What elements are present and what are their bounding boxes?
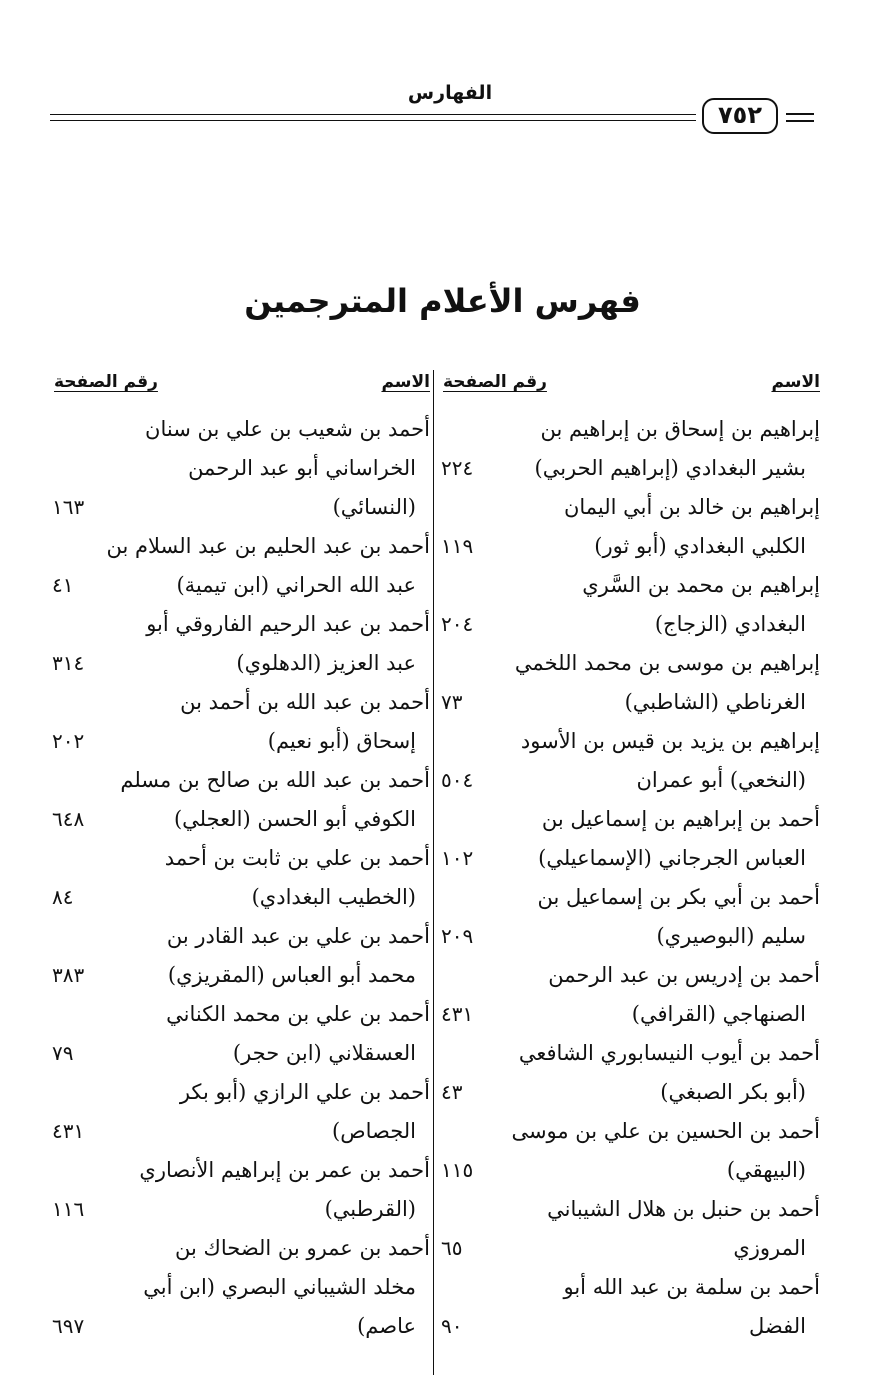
entry-name-line: المروزي xyxy=(733,1236,806,1260)
entry-name-line: أحمد بن علي بن عبد القادر بن xyxy=(166,924,430,948)
entry-page-number: ٦٤٨ xyxy=(52,807,85,831)
entry-name-line: إبراهيم بن خالد بن أبي اليمان xyxy=(563,495,820,519)
entry-page-number: ٣٨٣ xyxy=(52,963,85,987)
entry-name-line: أحمد بن علي بن محمد الكناني xyxy=(166,1002,430,1026)
entry-name-line: عاصم) xyxy=(357,1314,416,1338)
name-header: الاسم xyxy=(771,372,820,392)
index-entry xyxy=(437,878,820,956)
entry-page-number: ٢٠٩ xyxy=(441,924,474,948)
entry-name-line: (النخعي) أبو عمران xyxy=(636,768,806,792)
entry-page-number: ٤٣١ xyxy=(441,1002,474,1026)
entry-name-line: عبد العزيز (الدهلوي) xyxy=(236,651,416,675)
entry-name-line: (البيهقي) xyxy=(726,1158,806,1182)
entry-page-number: ٢٠٤ xyxy=(441,612,474,636)
entry-name-line: الفضل xyxy=(749,1314,806,1338)
column-header xyxy=(437,368,820,404)
entry-name-line: الخراساني أبو عبد الرحمن xyxy=(188,456,416,480)
entry-name-line: إبراهيم بن محمد بن السَّري xyxy=(582,573,820,597)
entry-name-line: (النسائي) xyxy=(332,495,416,519)
entry-name-line: أحمد بن عبد الرحيم الفاروقي أبو xyxy=(146,612,430,636)
index-entry xyxy=(437,566,820,644)
entry-page-number: ٧٣ xyxy=(441,690,463,714)
name-header: الاسم xyxy=(381,372,430,392)
entry-name-line: مخلد الشيباني البصري (ابن أبي xyxy=(143,1275,416,1299)
index-entry xyxy=(48,1151,430,1229)
column-divider xyxy=(433,370,434,1375)
index-entry xyxy=(48,1073,430,1151)
index-entry xyxy=(48,1229,430,1346)
index-entry xyxy=(437,644,820,722)
index-entry xyxy=(48,761,430,839)
entry-list xyxy=(437,410,820,1346)
entry-name-line: أحمد بن حنبل بن هلال الشيباني xyxy=(547,1197,820,1221)
entry-name-line: أحمد بن أيوب النيسابوري الشافعي xyxy=(518,1041,820,1065)
entry-name-line: أحمد بن إبراهيم بن إسماعيل بن xyxy=(541,807,820,831)
entry-name-line: إبراهيم بن إسحاق بن إبراهيم بن xyxy=(540,417,820,441)
entry-name-line: أحمد بن علي الرازي (أبو بكر xyxy=(179,1080,430,1104)
entry-name-line: أحمد بن عبد الحليم بن عبد السلام بن xyxy=(106,534,430,558)
index-entry xyxy=(437,488,820,566)
entry-page-number: ٣١٤ xyxy=(52,651,85,675)
entry-page-number: ٤٣١ xyxy=(52,1119,85,1143)
entry-name-line: الغرناطي (الشاطبي) xyxy=(624,690,806,714)
running-header-title: الفهارس xyxy=(407,82,493,104)
entry-name-line: إسحاق (أبو نعيم) xyxy=(267,729,416,753)
index-title: فهرس الأعلام المترجمين xyxy=(244,282,641,320)
entry-name-line: سليم (البوصيري) xyxy=(656,924,806,948)
entry-name-line: عبد الله الحراني (ابن تيمية) xyxy=(176,573,416,597)
entry-name-line: الجصاص) xyxy=(332,1119,416,1143)
entry-page-number: ١٠٢ xyxy=(441,846,474,870)
header-rule-bottom xyxy=(50,120,696,121)
index-entry xyxy=(437,1190,820,1268)
entry-page-number: ٦٩٧ xyxy=(52,1314,85,1338)
index-column-left xyxy=(48,368,430,1368)
index-entry xyxy=(437,1112,820,1190)
index-entry xyxy=(437,410,820,488)
entry-page-number: ٥٠٤ xyxy=(441,768,474,792)
entry-page-number: ٧٩ xyxy=(52,1041,74,1065)
index-entry xyxy=(48,917,430,995)
index-entry xyxy=(437,1034,820,1112)
entry-page-number: ٤٣ xyxy=(441,1080,463,1104)
entry-name-line: الكوفي أبو الحسن (العجلي) xyxy=(173,807,416,831)
entry-name-line: إبراهيم بن موسى بن محمد اللخمي xyxy=(514,651,820,675)
column-header xyxy=(48,368,430,404)
entry-name-line: أحمد بن عمرو بن الضحاك بن xyxy=(175,1236,430,1260)
entry-name-line: (أبو بكر الصبغي) xyxy=(660,1080,806,1104)
entry-page-number: ١١٩ xyxy=(441,534,474,558)
entry-name-line: بشير البغدادي (إبراهيم الحربي) xyxy=(534,456,806,480)
entry-page-number: ٨٤ xyxy=(52,885,74,909)
entry-name-line: (القرطبي) xyxy=(324,1197,416,1221)
index-entry xyxy=(48,839,430,917)
entry-name-line: أحمد بن أبي بكر بن إسماعيل بن xyxy=(537,885,820,909)
index-entry xyxy=(437,722,820,800)
index-entry xyxy=(437,1268,820,1346)
index-entry xyxy=(48,410,430,527)
page-header: رقم الصفحة xyxy=(54,372,158,392)
page-number-badge: ٧٥٢ xyxy=(702,98,778,134)
page-header: رقم الصفحة xyxy=(443,372,547,392)
header-rule-top xyxy=(50,114,696,115)
entry-name-line: (الخطيب البغدادي) xyxy=(251,885,416,909)
entry-page-number: ٩٠ xyxy=(441,1314,463,1338)
entry-page-number: ١١٦ xyxy=(52,1197,85,1221)
entry-page-number: ٦٥ xyxy=(441,1236,463,1260)
entry-name-line: أحمد بن عبد الله بن صالح بن مسلم xyxy=(120,768,430,792)
entry-list xyxy=(48,410,430,1346)
entry-name-line: أحمد بن عبد الله بن أحمد بن xyxy=(180,690,430,714)
entry-name-line: العسقلاني (ابن حجر) xyxy=(232,1041,416,1065)
entry-page-number: ٤١ xyxy=(52,573,74,597)
index-column-right xyxy=(437,368,820,1368)
index-entry xyxy=(437,956,820,1034)
entry-page-number: ٢٠٢ xyxy=(52,729,85,753)
entry-name-line: البغدادي (الزجاج) xyxy=(654,612,806,636)
entry-page-number: ٢٢٤ xyxy=(441,456,474,480)
entry-name-line: الصنهاجي (القرافي) xyxy=(631,1002,806,1026)
entry-page-number: ١٦٣ xyxy=(52,495,85,519)
entry-name-line: أحمد بن سلمة بن عبد الله أبو xyxy=(563,1275,820,1299)
index-entry xyxy=(437,800,820,878)
entry-name-line: أحمد بن إدريس بن عبد الرحمن xyxy=(548,963,820,987)
entry-name-line: أحمد بن علي بن ثابت بن أحمد xyxy=(164,846,430,870)
index-entry xyxy=(48,605,430,683)
entry-name-line: الكلبي البغدادي (أبو ثور) xyxy=(594,534,806,558)
entry-name-line: أحمد بن الحسين بن علي بن موسى xyxy=(511,1119,820,1143)
badge-dash-bottom xyxy=(786,120,814,122)
index-entry xyxy=(48,527,430,605)
entry-name-line: إبراهيم بن يزيد بن قيس بن الأسود xyxy=(520,729,820,753)
entry-name-line: أحمد بن عمر بن إبراهيم الأنصاري xyxy=(139,1158,430,1182)
entry-name-line: أحمد بن شعيب بن علي بن سنان xyxy=(145,417,430,441)
entry-name-line: محمد أبو العباس (المقريزي) xyxy=(167,963,416,987)
index-entry xyxy=(48,995,430,1073)
entry-page-number: ١١٥ xyxy=(441,1158,474,1182)
entry-name-line: العباس الجرجاني (الإسماعيلي) xyxy=(538,846,806,870)
index-entry xyxy=(48,683,430,761)
badge-dash-top xyxy=(786,113,814,115)
